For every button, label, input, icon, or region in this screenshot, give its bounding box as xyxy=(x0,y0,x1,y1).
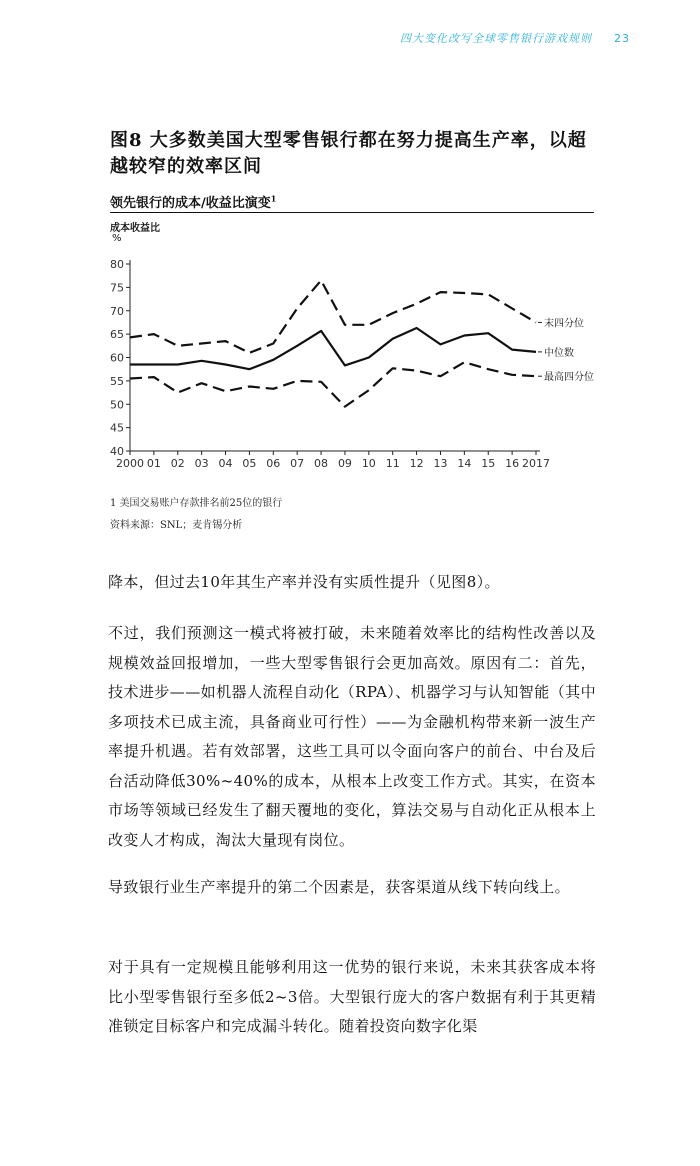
paragraph-1: 降本，但过去10年其生产率并没有实质性提升（见图8）。 xyxy=(108,573,500,591)
x-tick-label: 08 xyxy=(314,457,329,470)
y-tick-label: 55 xyxy=(110,374,124,388)
series-label: 中位数 xyxy=(544,347,574,359)
line-chart xyxy=(100,250,620,480)
x-tick-label: 16 xyxy=(505,457,520,470)
running-header xyxy=(400,30,630,46)
header-title: 四大变化改写全球零售银行游戏规则 xyxy=(400,32,592,45)
y-tick-label: 60 xyxy=(110,351,124,365)
y-tick-label: 45 xyxy=(110,421,124,435)
footnote-marker: 1 xyxy=(270,193,277,204)
series-label: 最高四分位 xyxy=(544,372,594,384)
x-tick-label: 01 xyxy=(146,457,161,470)
y-axis-title: 成本收益比 xyxy=(110,223,160,234)
paragraph-4: 对于具有一定规模且能够利用这一优势的银行来说，未来其获客成本将比小型零售银行至多低2~3倍。大型银行庞大的客户数据有利于其更精准锁定目标客户和完成漏斗转化。随着投资向数字化渠 xyxy=(108,958,596,1035)
chart-rule xyxy=(110,212,594,213)
paragraph-2: 不过，我们预测这一模式将被打破，未来随着效率比的结构性改善以及规模效益回报增加，一些大型零售银行会更加高效。原因有二：首先，技术进步——如机器人流程自动化（RPA）、机器学习与认知智能（其中多项技术已成主流，具备商业可行性）——为金融机构带来新一波生产率提升机遇。若有效部署，这些工具可以令面向客户的前台、中台及后台活动降低30%~40%的成本，从根本上改变工作方式。其实，在资本市场等领域已经发生了翻天覆地的变化，算法交易与自动化正从根本上改变人才构成，淘汰大量现有岗位。 xyxy=(108,624,596,849)
x-tick-label: 06 xyxy=(266,457,281,470)
figure-title: 图8 大多数美国大型零售银行都在努力提高生产率，以超越较窄的效率区间 xyxy=(110,130,587,177)
chart-subtitle xyxy=(110,192,276,211)
paragraph-3: 导致银行业生产率提升的第二个因素是，获客渠道从线下转向线上。 xyxy=(108,878,571,896)
chart-footnote: 1 美国交易账户存款排名前25位的银行 xyxy=(110,498,283,509)
y-tick-label: 70 xyxy=(110,304,124,318)
x-tick-label: 09 xyxy=(337,457,352,470)
x-tick-label: 13 xyxy=(433,457,448,470)
y-tick-label: 50 xyxy=(110,398,124,412)
series-line-0 xyxy=(130,280,536,352)
x-tick-label: 10 xyxy=(361,457,376,470)
x-tick-label: 04 xyxy=(218,457,233,470)
x-tick-label: 12 xyxy=(409,457,424,470)
x-tick-label: 03 xyxy=(194,457,209,470)
x-tick-label: 14 xyxy=(457,457,472,470)
y-tick-label: 80 xyxy=(110,258,124,271)
x-tick-label: 11 xyxy=(385,457,400,470)
y-axis-unit: % xyxy=(112,233,122,244)
chart-source: 资料来源：SNL；麦肯锡分析 xyxy=(110,520,243,531)
y-tick-label: 75 xyxy=(110,281,124,295)
series-label: 末四分位 xyxy=(544,318,584,330)
x-tick-label: 2017 xyxy=(522,457,550,470)
page-number: 23 xyxy=(614,32,630,45)
chart-subtitle-text: 领先银行的成本/收益比演变 xyxy=(110,196,271,211)
x-tick-label: 02 xyxy=(170,457,185,470)
x-tick-label: 2000 xyxy=(116,457,144,470)
x-tick-label: 05 xyxy=(242,457,257,470)
x-tick-label: 07 xyxy=(290,457,305,470)
series-line-2 xyxy=(130,362,536,406)
y-tick-label: 65 xyxy=(110,328,124,342)
y-tick-label: 40 xyxy=(110,445,124,458)
series-line-1 xyxy=(130,328,536,369)
x-tick-label: 15 xyxy=(481,457,496,470)
